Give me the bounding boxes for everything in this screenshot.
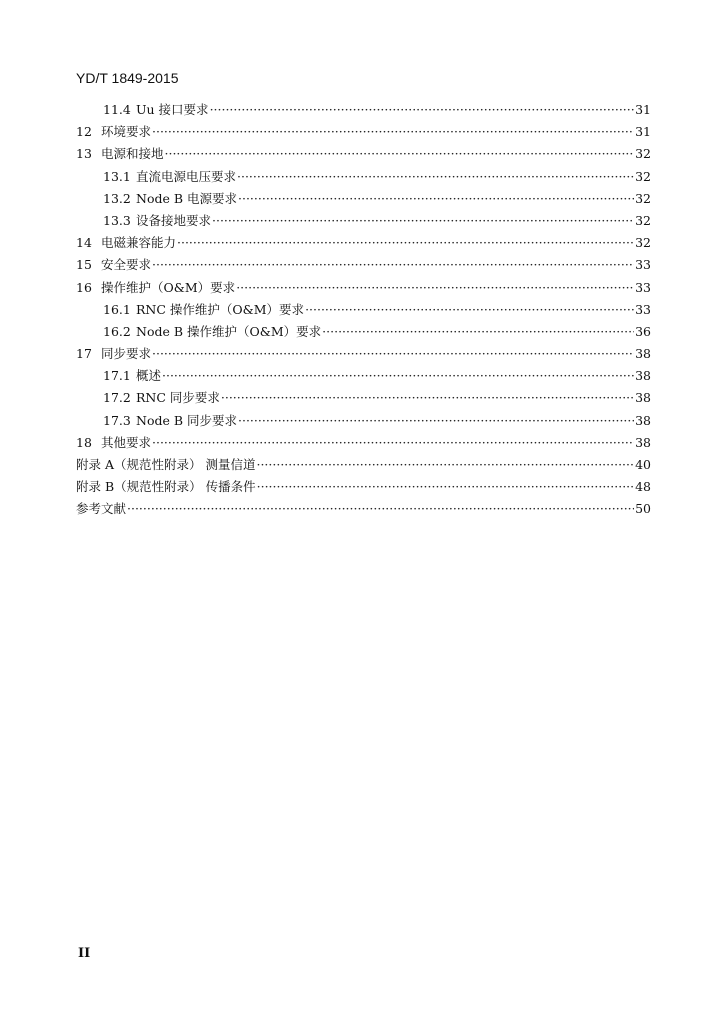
toc-entry-number: 16 — [76, 279, 92, 295]
toc-leader-dots — [212, 213, 634, 228]
toc-entry-number: 13.3 — [103, 212, 131, 228]
toc-entry[interactable] — [76, 322, 651, 344]
toc-leader-dots — [221, 390, 634, 405]
toc-entry-page: 31 — [635, 124, 651, 140]
toc-leader-dots — [238, 191, 634, 206]
toc-entry-title: RNC 同步要求 — [136, 390, 220, 406]
toc-entry-title: 概述 — [136, 368, 162, 384]
toc-entry-page: 38 — [635, 412, 651, 428]
toc-entry-page: 33 — [635, 257, 651, 273]
toc-entry-page: 36 — [635, 323, 651, 339]
toc-entry-page: 38 — [635, 434, 651, 450]
toc-entry[interactable] — [76, 433, 651, 455]
toc-entry-title: 环境要求 — [101, 124, 152, 140]
toc-entry[interactable] — [76, 477, 651, 499]
toc-entry-page: 38 — [635, 346, 651, 362]
table-of-contents — [76, 100, 651, 522]
toc-entry[interactable] — [76, 100, 651, 122]
toc-entry[interactable] — [76, 122, 651, 144]
toc-leader-dots — [162, 368, 634, 383]
toc-entry-title: 直流电源电压要求 — [136, 168, 237, 184]
page-number: II — [78, 946, 91, 961]
toc-entry-number: 13.2 — [103, 190, 131, 206]
document-id-header: YD/T 1849-2015 — [76, 70, 179, 86]
toc-leader-dots — [152, 124, 634, 139]
toc-entry-number: 18 — [76, 434, 92, 450]
toc-entry-title: 电磁兼容能力 — [101, 235, 177, 251]
toc-entry-number: 11.4 — [103, 102, 131, 117]
toc-entry-number: 12 — [76, 124, 92, 140]
toc-entry-page: 38 — [635, 368, 651, 384]
toc-leader-dots — [165, 146, 635, 161]
toc-entry-title: 附录 A（规范性附录） 测量信道 — [76, 457, 256, 472]
toc-leader-dots — [177, 235, 634, 250]
toc-entry[interactable] — [76, 411, 651, 433]
toc-entry-page: 32 — [635, 168, 651, 184]
toc-entry[interactable] — [76, 366, 651, 388]
toc-entry-page: 38 — [635, 390, 651, 406]
toc-entry-title: RNC 操作维护（O&M）要求 — [136, 301, 305, 317]
toc-leader-dots — [152, 346, 634, 361]
toc-entry-title: Node B 电源要求 — [136, 190, 237, 206]
toc-entry-page: 33 — [635, 279, 651, 295]
toc-entry[interactable] — [76, 388, 651, 410]
toc-leader-dots — [257, 479, 634, 494]
toc-entry[interactable] — [76, 499, 651, 521]
toc-entry-page: 50 — [635, 501, 651, 517]
toc-entry-title: Node B 同步要求 — [136, 412, 237, 428]
toc-entry-title: Uu 接口要求 — [136, 102, 209, 117]
toc-entry-number: 15 — [76, 257, 92, 273]
toc-leader-dots — [238, 413, 634, 428]
toc-entry[interactable] — [76, 455, 651, 477]
toc-entry-number: 14 — [76, 235, 92, 251]
toc-entry-number: 13.1 — [103, 168, 131, 184]
toc-entry-page: 31 — [635, 102, 651, 117]
toc-entry-number: 17.1 — [103, 368, 131, 384]
toc-entry[interactable] — [76, 189, 651, 211]
toc-entry-title: 同步要求 — [101, 346, 152, 362]
toc-entry-number: 13 — [76, 146, 92, 162]
toc-leader-dots — [256, 457, 634, 472]
toc-leader-dots — [152, 435, 634, 450]
toc-leader-dots — [322, 324, 634, 339]
toc-leader-dots — [237, 169, 634, 184]
toc-entry[interactable] — [76, 211, 651, 233]
toc-entry[interactable] — [76, 255, 651, 277]
toc-entry-number: 17 — [76, 346, 92, 362]
toc-entry-page: 32 — [635, 146, 651, 162]
toc-entry-number: 17.3 — [103, 412, 131, 428]
toc-entry-page: 33 — [635, 301, 651, 317]
toc-entry[interactable] — [76, 167, 651, 189]
toc-leader-dots — [236, 280, 634, 295]
toc-entry-page: 32 — [635, 235, 651, 251]
toc-entry-title: 参考文献 — [76, 501, 127, 517]
toc-entry-title: 操作维护（O&M）要求 — [101, 279, 236, 295]
toc-entry-title: 其他要求 — [101, 434, 152, 450]
toc-entry-title: 电源和接地 — [101, 146, 164, 162]
toc-entry-title: 安全要求 — [101, 257, 152, 273]
toc-entry-number: 17.2 — [103, 390, 131, 406]
toc-entry[interactable] — [76, 300, 651, 322]
toc-entry[interactable] — [76, 344, 651, 366]
toc-entry-title: 附录 B（规范性附录） 传播条件 — [76, 479, 256, 495]
toc-entry[interactable] — [76, 144, 651, 166]
toc-entry[interactable] — [76, 233, 651, 255]
toc-entry-page: 32 — [635, 212, 651, 228]
toc-leader-dots — [127, 501, 634, 516]
toc-entry-title: Node B 操作维护（O&M）要求 — [136, 323, 322, 339]
toc-entry[interactable] — [76, 278, 651, 300]
toc-leader-dots — [152, 257, 634, 272]
toc-entry-page: 48 — [635, 479, 651, 495]
toc-entry-title: 设备接地要求 — [136, 212, 212, 228]
toc-entry-number: 16.2 — [103, 323, 131, 339]
toc-entry-page: 32 — [635, 190, 651, 206]
toc-leader-dots — [305, 302, 634, 317]
toc-entry-number: 16.1 — [103, 301, 131, 317]
toc-entry-page: 40 — [635, 457, 651, 472]
toc-leader-dots — [210, 102, 635, 117]
